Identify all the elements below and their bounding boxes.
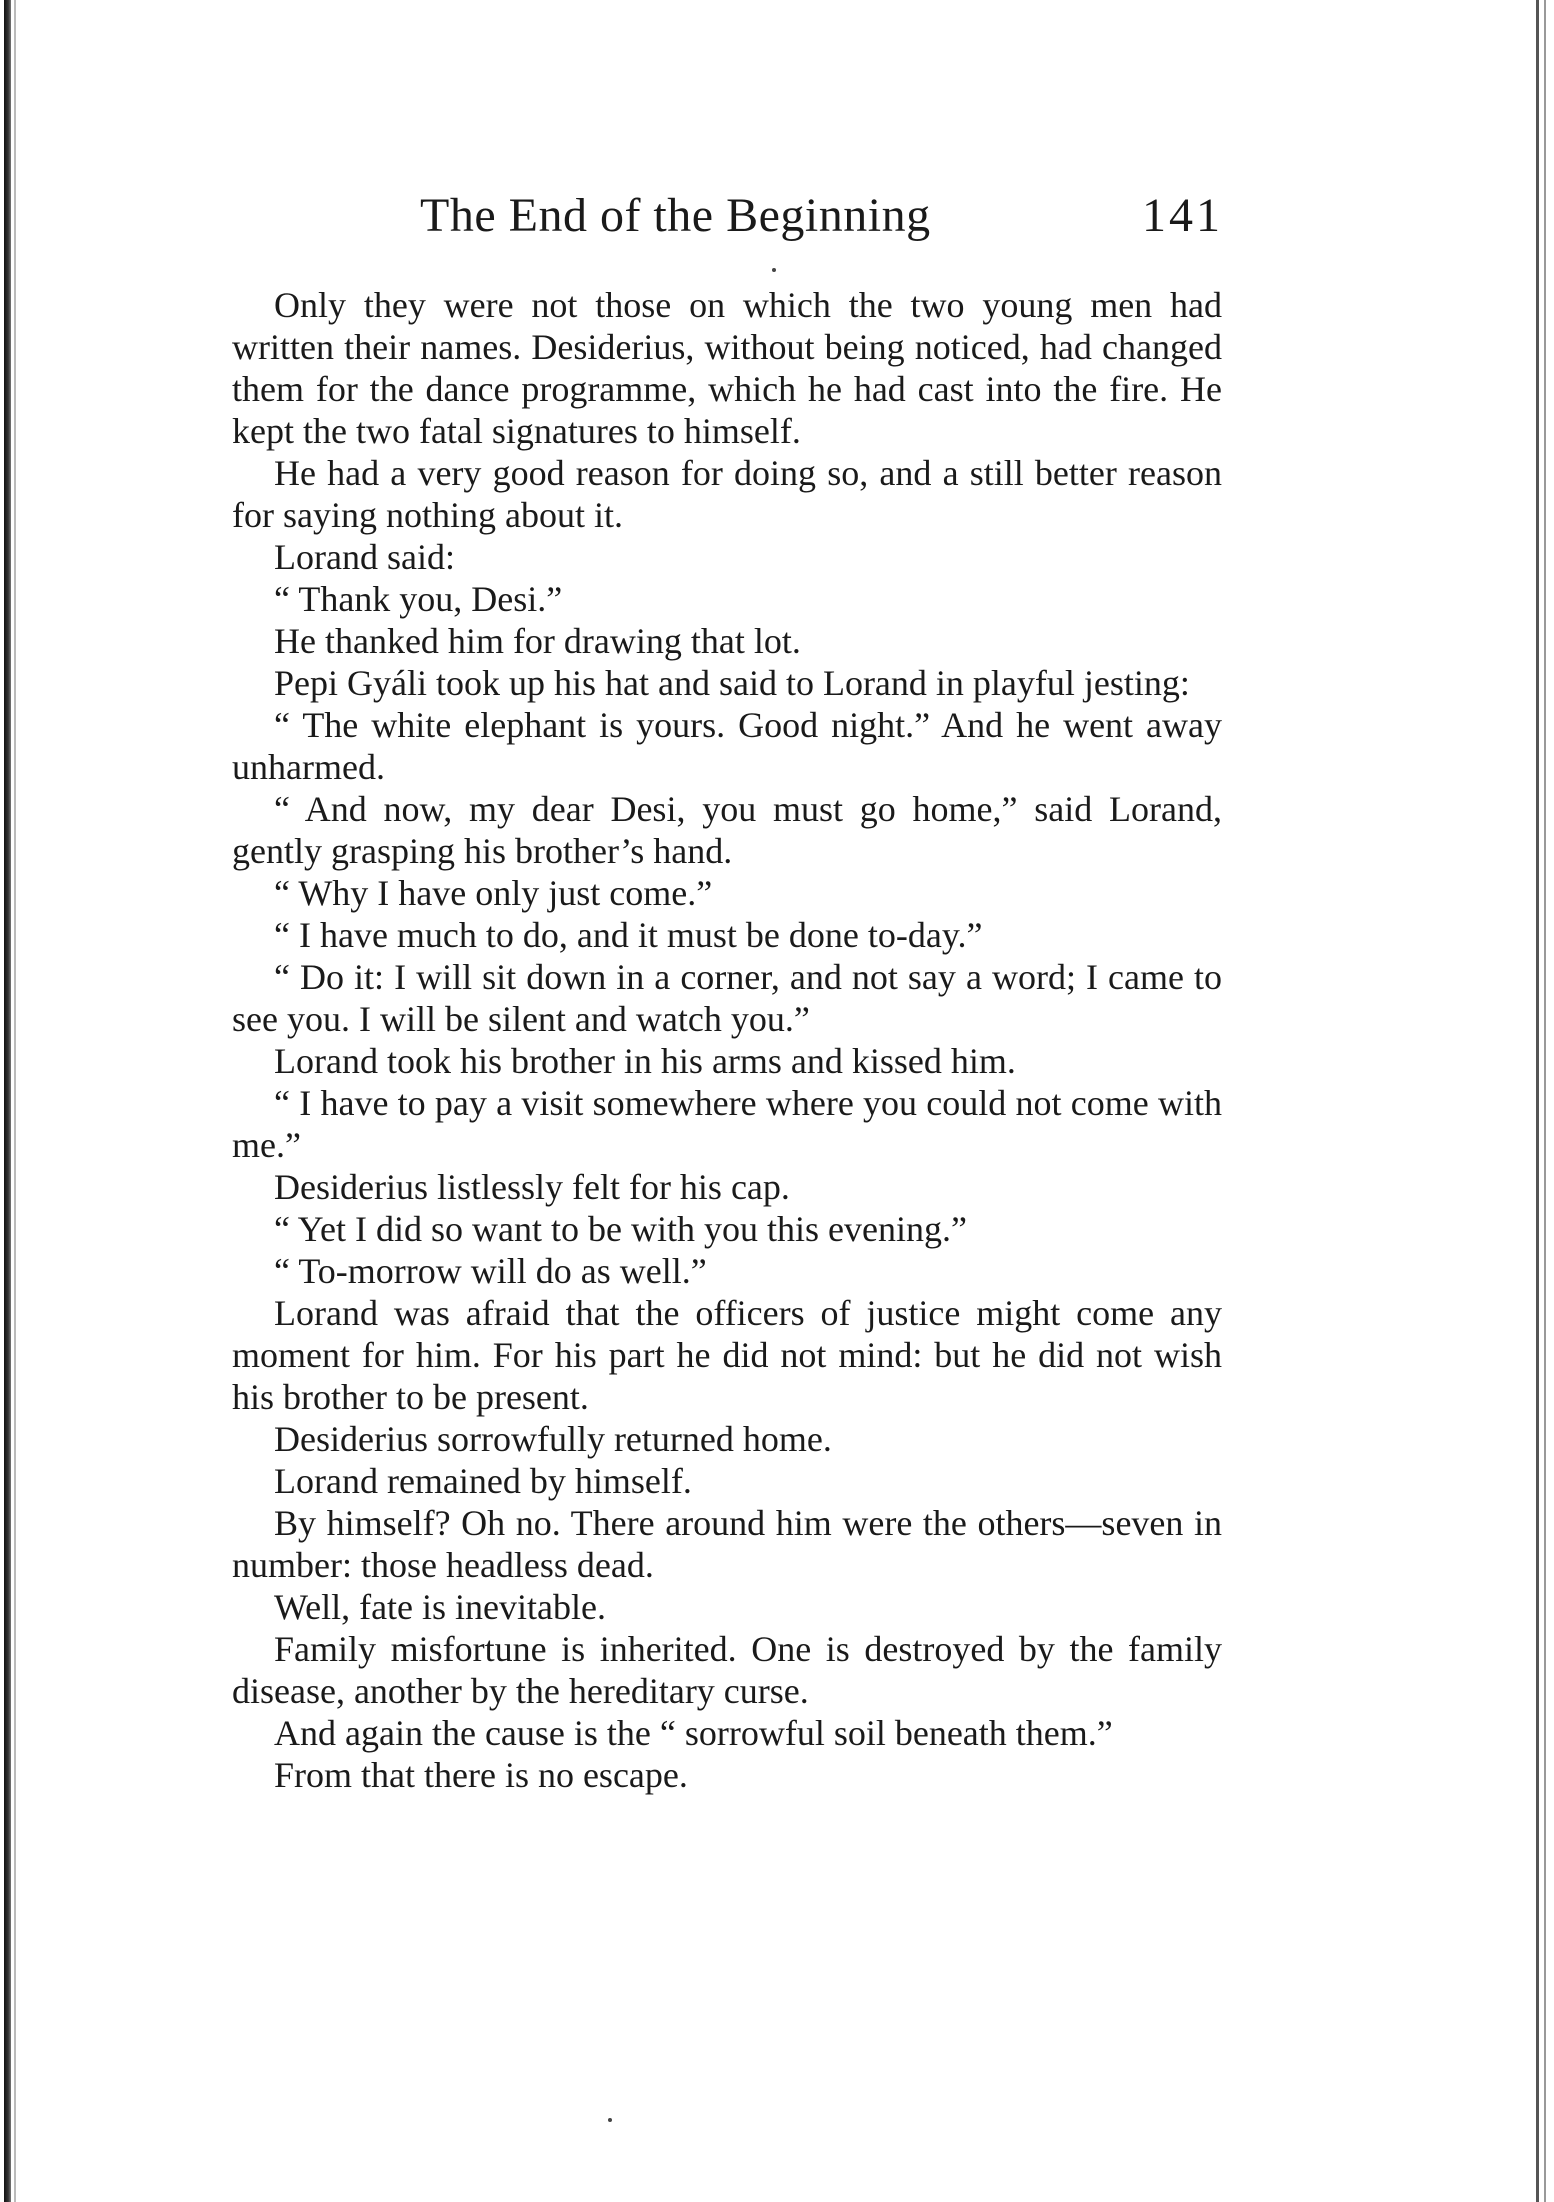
paragraph: Lorand took his brother in his arms and kissed him. <box>274 1041 1016 1081</box>
page-edge-right <box>1536 0 1539 2202</box>
page-edge-right-shadow <box>1544 0 1546 2202</box>
paragraph: By himself? Oh no. There around him were the others—seven in number: those headless dead. <box>232 1503 1222 1585</box>
paragraph: “ I have to pay a visit somewhere where you could not come with me.” <box>232 1083 1222 1165</box>
ink-speck <box>608 2118 612 2122</box>
paragraph: “ Why I have only just come.” <box>274 873 713 913</box>
paragraph: Desiderius sorrowfully returned home. <box>274 1419 832 1459</box>
paragraph: “ The white elephant is yours. Good night.” And he went away unharmed. <box>232 705 1222 787</box>
paragraph: “ Thank you, Desi.” <box>274 579 563 619</box>
paragraph: Desiderius listlessly felt for his cap. <box>274 1167 790 1207</box>
paragraph: Pepi Gyáli took up his hat and said to Lorand in playful jesting: <box>274 663 1190 703</box>
paragraph: He thanked him for drawing that lot. <box>274 621 801 661</box>
page-edge-left-shadow <box>14 0 16 2202</box>
page-number: 141 <box>1142 189 1223 242</box>
paragraph: “ To-morrow will do as well.” <box>274 1251 707 1291</box>
paragraph: “ And now, my dear Desi, you must go home,” said Lorand, gently grasping his brother’s hand. <box>232 789 1222 871</box>
paragraph: Lorand said: <box>274 537 455 577</box>
paragraph: Well, fate is inevitable. <box>274 1587 606 1627</box>
paragraph: “ I have much to do, and it must be done to-day.” <box>274 915 983 955</box>
paragraph: Only they were not those on which the two young men had written their names. Desiderius, without being noticed, had changed them for the dance programme, which he had cast into the fire. He kept the two fatal signatures to himself. <box>232 285 1222 451</box>
chapter-title: The End of the Beginning <box>420 189 931 242</box>
running-header <box>232 188 1232 248</box>
paragraph: Lorand was afraid that the officers of justice might come any moment for him. For his part he did not mind: but he did not wish his brother to be present. <box>232 1293 1222 1417</box>
paragraph: From that there is no escape. <box>274 1755 688 1795</box>
page-edge-left <box>4 0 11 2202</box>
paragraph: “ Yet I did so want to be with you this evening.” <box>274 1209 967 1249</box>
body-text <box>232 284 1222 1796</box>
ink-speck <box>772 268 776 272</box>
paragraph: He had a very good reason for doing so, and a still better reason for saying nothing about it. <box>232 453 1222 535</box>
paragraph: And again the cause is the “ sorrowful soil beneath them.” <box>274 1713 1113 1753</box>
paragraph: Family misfortune is inherited. One is destroyed by the family disease, another by the hereditary curse. <box>232 1629 1222 1711</box>
paragraph: Lorand remained by himself. <box>274 1461 692 1501</box>
paragraph: “ Do it: I will sit down in a corner, and not say a word; I came to see you. I will be silent and watch you.” <box>232 957 1222 1039</box>
